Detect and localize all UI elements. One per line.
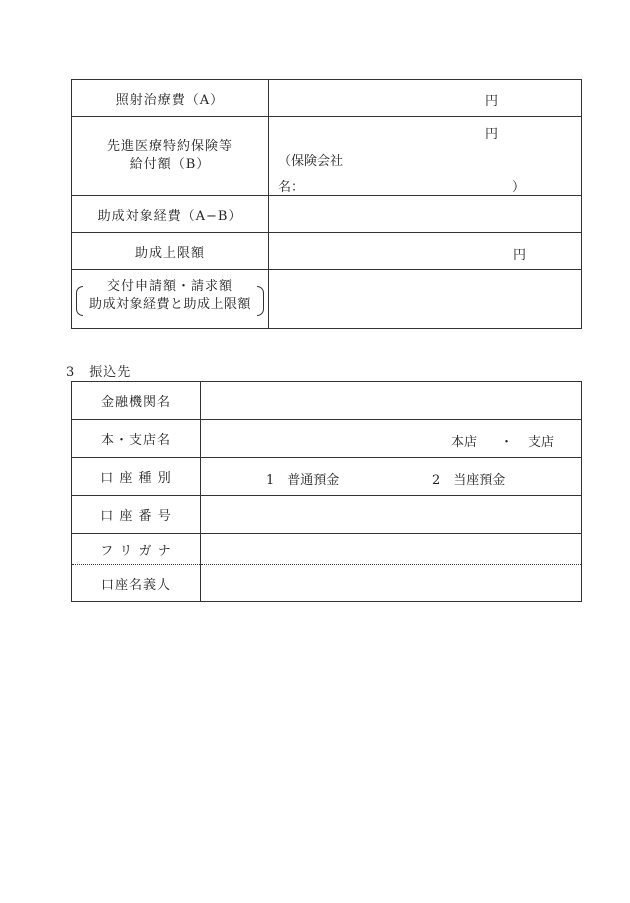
branch-office-option[interactable]: 支店	[528, 435, 555, 450]
bank-name-row	[72, 382, 582, 420]
insurance-company-open: （保険会社	[278, 154, 344, 169]
furigana-label: フ リ ガ ナ	[72, 534, 201, 565]
branch-row	[72, 420, 582, 458]
bank-name-label: 金融機関名	[72, 382, 201, 420]
insurance-benefit-label	[72, 117, 269, 196]
application-amount-label	[72, 270, 269, 329]
bank-name-field[interactable]	[201, 382, 582, 420]
subsidy-limit-label: 助成上限額	[72, 233, 269, 270]
subsidy-calculation-table	[71, 79, 582, 329]
insurance-benefit-label-line1: 先進医療特約保険等	[106, 139, 233, 154]
application-amount-cell[interactable]	[269, 270, 582, 329]
yen-unit: 円	[485, 127, 499, 142]
account-holder-label: 口座名義人	[72, 565, 201, 602]
subsidy-limit-cell[interactable]	[269, 233, 582, 270]
account-number-field[interactable]	[201, 496, 582, 534]
insurance-company-close: ）	[512, 180, 526, 195]
branch-field[interactable]	[201, 420, 582, 458]
yen-unit: 円	[513, 248, 527, 263]
insurance-benefit-row	[72, 117, 582, 196]
account-holder-row	[72, 565, 582, 602]
account-type-row	[72, 458, 582, 496]
account-number-label: 口 座 番 号	[72, 496, 201, 534]
insurance-benefit-cell[interactable]	[269, 117, 582, 196]
ordinary-deposit-option[interactable]: 1 普通預金	[266, 473, 340, 488]
section-transfer-destination-title: 3 振込先	[66, 365, 132, 380]
treatment-cost-cell[interactable]	[269, 80, 582, 117]
checking-deposit-option[interactable]: 2 当座預金	[432, 473, 506, 488]
application-amount-label-line1: 交付申請額・請求額	[106, 279, 233, 294]
transfer-destination-table	[71, 381, 582, 602]
application-amount-label-line2: 助成対象経費と助成上限額	[88, 297, 251, 312]
separator-dot: ・	[500, 435, 514, 450]
furigana-field[interactable]	[201, 534, 582, 565]
account-type-label: 口 座 種 別	[72, 458, 201, 496]
main-branch-option[interactable]: 本店	[451, 435, 478, 450]
furigana-row	[72, 534, 582, 565]
account-type-field[interactable]	[201, 458, 582, 496]
treatment-cost-row	[72, 80, 582, 117]
account-holder-field[interactable]	[201, 565, 582, 602]
insurance-company-name-label: 名：	[278, 180, 305, 195]
branch-label: 本・支店名	[72, 420, 201, 458]
application-amount-row	[72, 270, 582, 329]
right-bracket	[257, 286, 264, 316]
eligible-cost-label: 助成対象経費（A−B）	[72, 196, 269, 233]
yen-unit: 円	[485, 94, 499, 109]
insurance-benefit-label-line2: 給付額（B）	[129, 157, 211, 172]
treatment-cost-label: 照射治療費（A）	[72, 80, 269, 117]
eligible-cost-cell[interactable]	[269, 196, 582, 233]
account-number-row	[72, 496, 582, 534]
subsidy-limit-row	[72, 233, 582, 270]
eligible-cost-row	[72, 196, 582, 233]
